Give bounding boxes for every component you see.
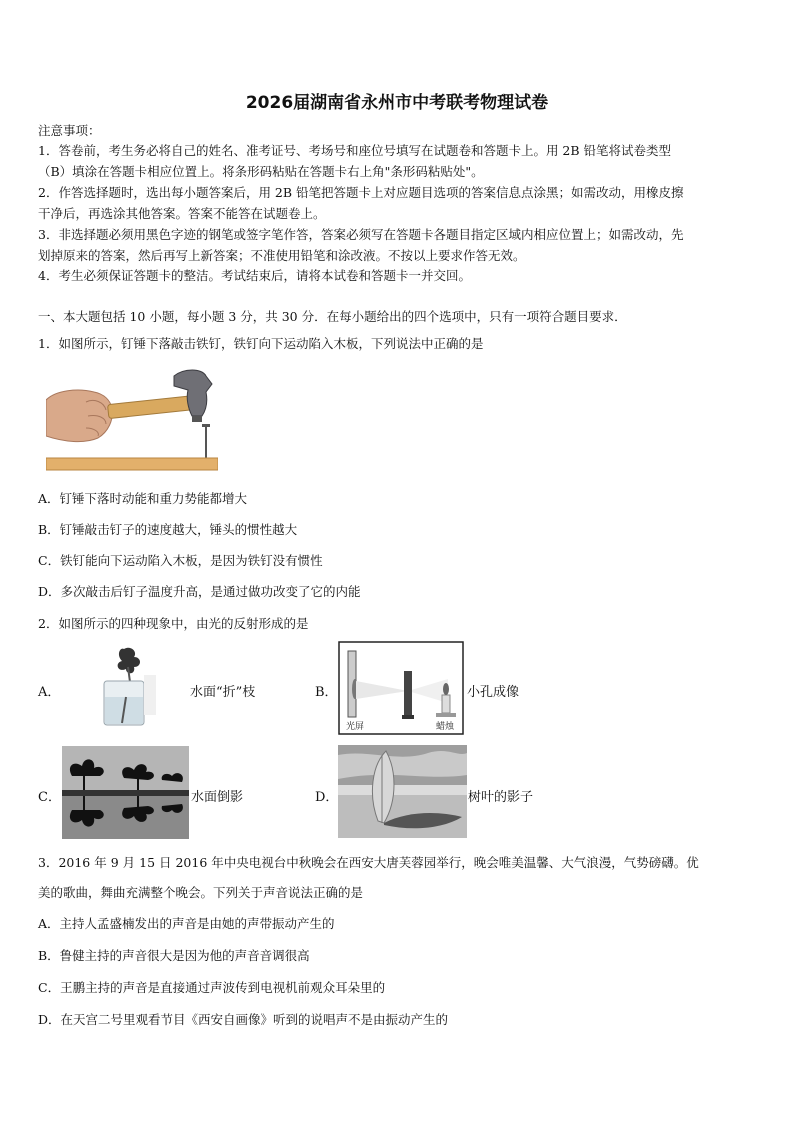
note-line: 干净后，再选涂其他答案。答案不能答在试题卷上。 — [38, 206, 326, 221]
note-line: 划掉原来的答案，然后再写上新答案；不准使用铅笔和涂改液。不按以上要求作答无效。 — [38, 248, 526, 263]
question-2-option-b-label: B． — [315, 685, 338, 700]
question-2-option-d-label: D． — [315, 790, 339, 805]
water-reflection-figure — [62, 746, 189, 839]
note-line: 3．非选择题必须用黑色字迹的钢笔或签字笔作答，答案必须写在答题卡各题目指定区域内相应位置上；如需改动，先 — [38, 227, 684, 242]
candle-label: 蜡烛 — [436, 722, 455, 732]
question-1-option-d: D．多次敲击后钉子温度升高，是通过做功改变了它的内能 — [38, 584, 361, 599]
question-3-option-a: A．主持人孟盛楠发出的声音是由她的声带振动产生的 — [38, 916, 335, 931]
exam-title: 2026届湖南省永州市中考联考物理试卷 — [245, 93, 549, 113]
question-1-stem: 1．如图所示，钉锤下落敲击铁钉，铁钉向下运动陷入木板，下列说法中正确的是 — [38, 336, 484, 351]
glass-water-stick-figure — [98, 645, 158, 727]
question-2-option-a-label: A． — [38, 685, 61, 700]
question-3-stem-line2: 美的歌曲，舞曲充满整个晚会。下列关于声音说法正确的是 — [38, 885, 364, 900]
section-heading: 一、本大题包括 10 小题，每小题 3 分，共 30 分．在每小题给出的四个选项中，只有一项符合题目要求． — [38, 309, 627, 324]
note-line: 2．作答选择题时，选出每小题答案后，用 2B 铅笔把答题卡上对应题目选项的答案信息点涂黑；如需改动，用橡皮擦 — [38, 185, 684, 200]
hammer-nail-figure — [46, 362, 218, 474]
question-2-option-c-caption: 水面倒影 — [191, 790, 244, 805]
notes-heading: 注意事项： — [38, 123, 101, 138]
note-line: 1．答卷前，考生务必将自己的姓名、准考证号、考场号和座位号填写在试题卷和答题卡上。用 2B 铅笔将试卷类型 — [38, 143, 672, 158]
question-3-option-c: C．王鹏主持的声音是直接通过声波传到电视机前观众耳朵里的 — [38, 980, 386, 995]
question-2-option-b-caption: 小孔成像 — [467, 685, 520, 700]
question-3-option-b: B．鲁健主持的声音很大是因为他的声音音调很高 — [38, 948, 310, 963]
question-1-option-b: B．钉锤敲击钉子的速度越大，锤头的惯性越大 — [38, 522, 298, 537]
question-3-option-d: D．在天宫二号里观看节目《西安自画像》听到的说唱声不是由振动产生的 — [38, 1012, 449, 1027]
screen-label: 光屏 — [346, 722, 365, 732]
leaf-shadow-figure — [338, 745, 467, 838]
question-2-option-a-caption: 水面“折”枝 — [190, 685, 256, 700]
question-3-stem-line1: 3．2016 年 9 月 15 日 2016 年中央电视台中秋晚会在西安大唐芙蓉园举行，晚会唯美温馨、大气浪漫，气势磅礴。优 — [38, 855, 699, 870]
question-1-option-a: A．钉锤下落时动能和重力势能都增大 — [38, 491, 248, 506]
question-2-stem: 2．如图所示的四种现象中，由光的反射形成的是 — [38, 616, 309, 631]
note-line: 4．考生必须保证答题卡的整洁。考试结束后，请将本试卷和答题卡一并交回。 — [38, 268, 471, 283]
question-2-option-c-label: C． — [38, 790, 61, 805]
note-line: （B）填涂在答题卡相应位置上。将条形码粘贴在答题卡右上角"条形码粘贴处"。 — [38, 164, 484, 179]
question-1-option-c: C．铁钉能向下运动陷入木板，是因为铁钉没有惯性 — [38, 553, 323, 568]
pinhole-camera-figure — [338, 641, 464, 735]
question-2-option-d-caption: 树叶的影子 — [468, 790, 534, 805]
